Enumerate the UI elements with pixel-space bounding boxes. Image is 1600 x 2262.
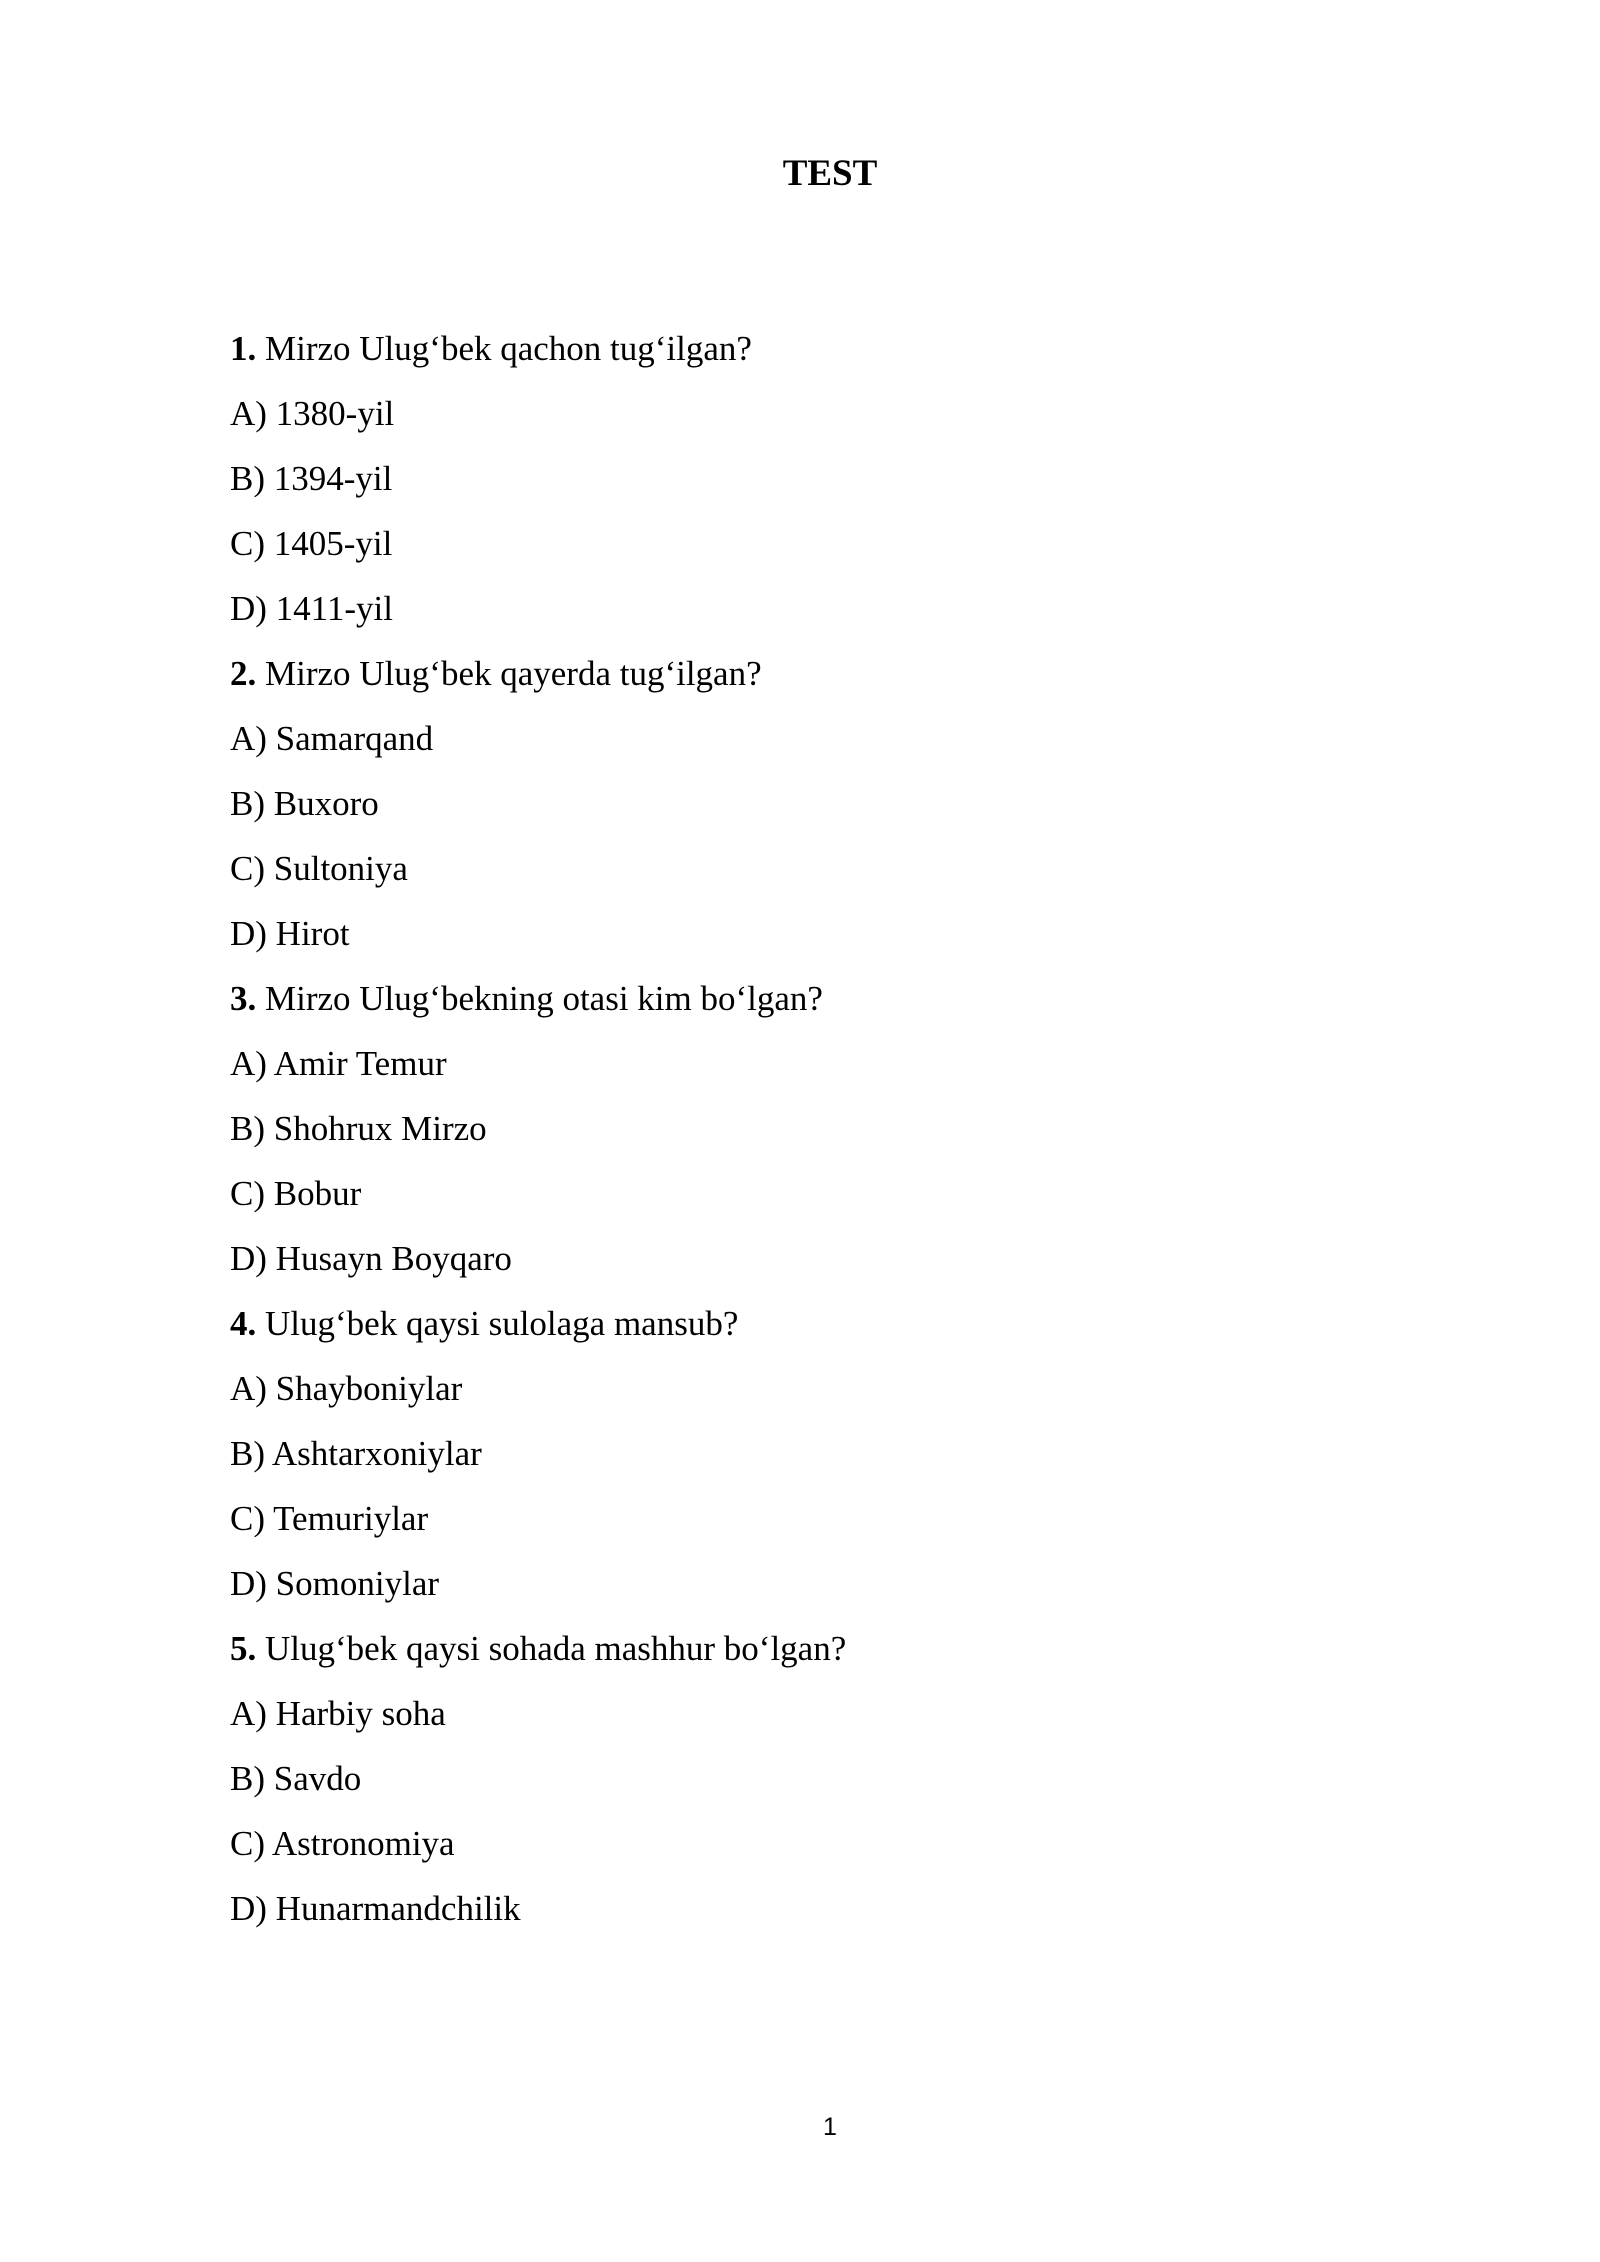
- option-c: C) Bobur: [230, 1174, 362, 1213]
- option-b: B) Shohrux Mirzo: [230, 1109, 487, 1148]
- option-a: A) Harbiy soha: [230, 1694, 446, 1733]
- option-d: D) Somoniylar: [230, 1564, 440, 1603]
- question-number: 2.: [230, 654, 257, 693]
- page-title: TEST: [782, 153, 878, 194]
- option-c: C) 1405-yil: [230, 524, 393, 563]
- option-b: B) Savdo: [230, 1759, 362, 1798]
- option-a: A) 1380-yil: [230, 394, 395, 433]
- option-c: C) Sultoniya: [230, 849, 408, 888]
- option-d: D) Hunarmandchilik: [230, 1889, 521, 1928]
- option-d: D) 1411-yil: [230, 589, 393, 628]
- page-number: 1: [823, 2113, 837, 2141]
- question-body: Mirzo Ulug‘bek qayerda tug‘ilgan?: [256, 654, 762, 693]
- question-body: Ulug‘bek qaysi sohada mashhur bo‘lgan?: [256, 1629, 847, 1668]
- option-d: D) Hirot: [230, 914, 350, 953]
- question-2: [230, 651, 1430, 956]
- question-body: Mirzo Ulug‘bek qachon tug‘ilgan?: [256, 329, 752, 368]
- question-text: [230, 651, 1430, 696]
- option-a: A) Shayboniylar: [230, 1369, 463, 1408]
- question-number: 5.: [230, 1629, 257, 1668]
- question-text: [230, 1301, 1430, 1346]
- option-c: C) Temuriylar: [230, 1499, 429, 1538]
- question-text: [230, 326, 1430, 371]
- option-b: B) 1394-yil: [230, 459, 393, 498]
- question-1: [230, 326, 1430, 631]
- option-b: B) Ashtarxoniylar: [230, 1434, 482, 1473]
- question-list: [230, 326, 1430, 1951]
- question-4: [230, 1301, 1430, 1606]
- question-number: 1.: [230, 329, 257, 368]
- question-5: [230, 1626, 1430, 1931]
- option-b: B) Buxoro: [230, 784, 379, 823]
- question-text: [230, 976, 1430, 1021]
- option-a: A) Amir Temur: [230, 1044, 447, 1083]
- option-c: C) Astronomiya: [230, 1824, 455, 1863]
- question-number: 3.: [230, 979, 257, 1018]
- question-3: [230, 976, 1430, 1281]
- option-d: D) Husayn Boyqaro: [230, 1239, 512, 1278]
- question-text: [230, 1626, 1430, 1671]
- question-body: Ulug‘bek qaysi sulolaga mansub?: [256, 1304, 739, 1343]
- question-body: Mirzo Ulug‘bekning otasi kim bo‘lgan?: [256, 979, 823, 1018]
- option-a: A) Samarqand: [230, 719, 434, 758]
- question-number: 4.: [230, 1304, 257, 1343]
